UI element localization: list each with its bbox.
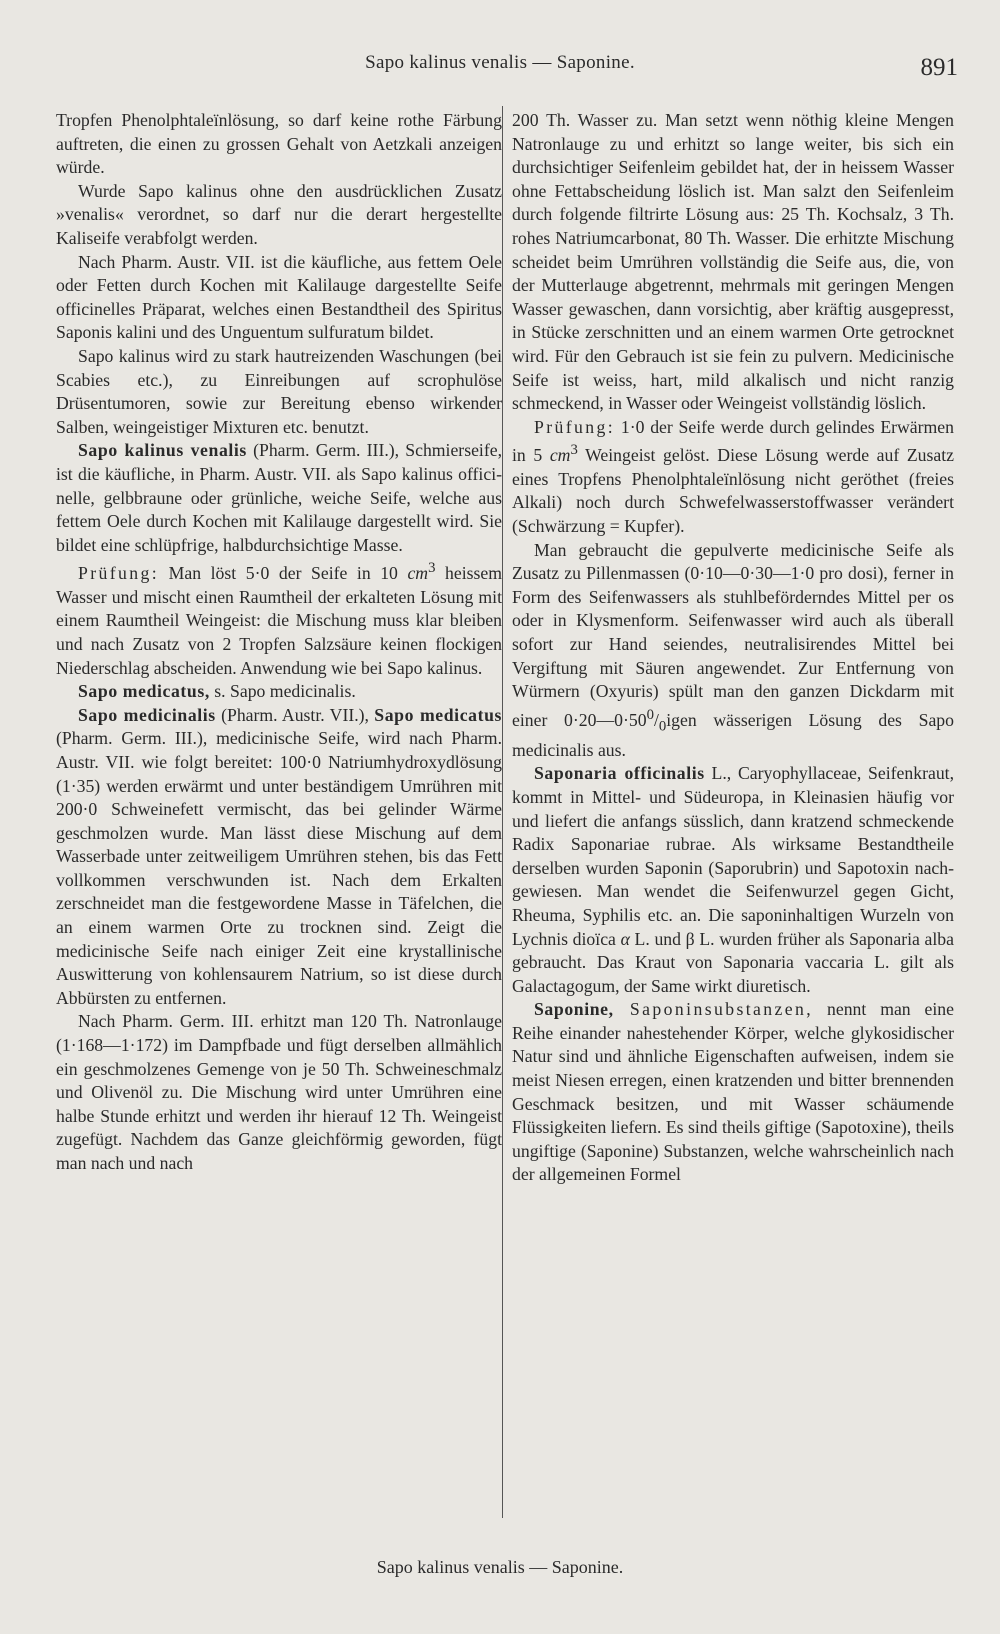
entry-spaced-term: Saponinsubstanzen,: [613, 999, 814, 1020]
entry-headword: Sapo kalinus venalis: [78, 440, 247, 461]
paragraph: Sapo kalinus wird zu stark hautreizenden Waschungen (bei Scabies etc.), zu Einreibungen auf scrophulöse Drüsentumoren, sowie zur Bereitung ebenso wirkender Salben, weingeistiger Mixturen etc. benutzt.: [56, 345, 502, 437]
paragraph-pruefung: Prüfung: 1·0 der Seife werde durch gelindes Erwärmen in 5 $cm^3$ Weingeist gelöst. Diese Lösung werde auf Zusatz eines Tropfens Phenolphtaleïnlösung nicht geröthet (freies Alkali) noch durch Schwefelwasserstoffwasser verändert (Schwärzung = Kupfer).: [512, 416, 954, 536]
entry-text: (Pharm. Germ. III.), Schmierseife, ist die käufliche, in Pharm. Austr. VII. als Sapo kalinus officinelle, gelbbraune oder grünliche, weiche Seife, welche aus fettem Oele durch Kochen mit Kalilauge dargestellt wird. Sie bildet eine schlüpfrige, halbdurchsichtige Masse.: [56, 440, 503, 555]
entry-sapo-kalinus-venalis: [56, 439, 502, 557]
pruefung-label: Prüfung:: [78, 563, 160, 584]
unit: cm: [549, 445, 571, 466]
paragraph: Nach Pharm. Germ. III. erhitzt man 120 Th. Natronlauge (1·168—1·172) im Dampfbade und fügt derselben allmählich ein geschmolzenes Gemenge von je 50 Th. Schweineschmalz und Olivenöl zu. Die Mischung wird unter Umrühren eine halbe Stunde erhitzt und werden ihr hierauf 12 Th. Weingeist zugefügt. Nachdem das Ganze gleichförmig geworden, fügt man nach und nach: [56, 1011, 502, 1174]
entry-headword: Saponine,: [534, 999, 614, 1020]
page-number: 891: [920, 54, 958, 81]
entry-sapo-medicatus: [56, 680, 502, 704]
paragraph-pruefung: Prüfung: Man löst 5·0 der Seife in 10 $cm^3$ heissem Wasser und mischt einen Raumtheil der erkalteten Lösung mit einem Raumtheil Weingeist: die Mischung muss klar bleiben und nach Zusatz von 2 Tropfen Salzsäure keinen flockigen Niederschlag abscheiden. Anwendung wie bei Sapo kalinus.: [56, 560, 502, 678]
paragraph: Nach Pharm. Austr. VII. ist die käufliche, aus fettem Oele oder Fetten durch Kochen mit Kalilauge dargestellte Seife officinelles Präparat, welches einen Bestandtheil des Spiritus Saponis kalini und des Unguentum sulfuratum bildet.: [56, 251, 502, 343]
paragraph: Wurde Sapo kalinus ohne den ausdrücklichen Zusatz »venalis« verordnet, so darf nur die derart hergestellte Kaliseife verabfolgt werden.: [56, 180, 502, 248]
unit-exponent: 3: [428, 560, 436, 577]
unit: cm: [407, 563, 429, 584]
entry-sapo-medicinalis: Sapo medicinalis (Pharm. Austr. VII.), Sapo medicatus (Pharm. Germ. III.), medicinische Seife, wird nach Pharm. Austr. VII. wie folgt bereitet: 100·0 Natriumhydroxydlösung (1·35) werden erwärmt und unter beständigem Umrühren mit 200·0 Schweinefett vermischt, das bei gelinder Wärme geschmolzen wurde. Man lässt diese Mischung auf dem Wasserbade unter zeitweiligem Umrühren stehen, bis das Fett vollkommen verschwunden ist. Nach dem Erkalten zerschneidet man die festgewordene Masse in Täfelchen, die an einem warmen Orte zu trocknen sind. Zeigt die medicinische Seife nach einiger Zeit eine krystallinische Auswitterung von kohlensaurem Natrium, so ist diese durch Abbürsten zu entfernen.: [56, 704, 502, 1008]
entry-headword: Sapo medicinalis: [78, 704, 216, 725]
entry-saponaria-officinalis: Saponaria officinalis L., Caryophyllaceae, Seifenkraut, kommt in Mittel- und Südeuropa, in Kleinasien häufig vor und liefert die anfangs süsslich, dann kratzend schmeckende Radix Saponariae rubrae. Als wirksame Bestandtheile derselben wurden Saponin (Saporubrin) und Sapotoxin nachgewiesen. Man wendet die Seifenwurzel gegen Gicht, Rheuma, Syphilis etc. an. Die saponinhaltigen Wurzeln von Lychnis dioïca α L. und β L. wurden früher als Saponaria alba gebraucht. Das Kraut von Saponaria vaccaria L. gilt als Galactagogum, der Same wirkt diuretisch.: [512, 763, 954, 996]
running-title: Sapo kalinus venalis — Saponine.: [365, 52, 635, 73]
entry-headword: Sapo medicatus: [374, 704, 502, 725]
paragraph: 200 Th. Wasser zu. Man setzt wenn nöthig kleine Mengen Natronlauge zu und erhitzt so lange weiter, bis sich ein durchsichtiger Seifenleim gebildet hat, der in heissem Wasser ohne Fettabscheidung löslich ist. Man salzt den Seifenleim durch folgende filtrirte Lösung aus: 25 Th. Kochsalz, 3 Th. rohes Natriumcarbonat, 80 Th. Wasser. Die erhitzte Mischung scheidet beim Umrühren vollständig die Seife aus, die, von der Mutterlauge abgetrennt, mehrmals mit geringen Mengen Wasser gewaschen, dann vorsichtig, aber kräftig ausgepresst, in Stücke zerschnitten und an einem warmen Orte getrocknet wird. Für den Gebrauch ist sie fein zu pulvern. Medicinische Seife ist weiss, hart, mild alkalisch und nicht ranzig schmeckend, in Wasser oder Weingeist vollständig löslich.: [512, 110, 954, 414]
entry-headword: Sapo medicatus,: [78, 681, 210, 702]
column-divider: [502, 106, 503, 1518]
paragraph: Tropfen Phenolphtaleïnlösung, so darf keine rothe Färbung auftreten, die einen zu grossen Gehalt von Aetzkali anzeigen würde.: [56, 110, 502, 178]
right-column: [512, 109, 954, 1187]
pruefung-label: Prüfung:: [534, 416, 616, 437]
entry-headword: Saponaria officinalis: [534, 763, 705, 784]
footer-signature-line: Sapo kalinus venalis — Saponine.: [376, 1557, 624, 1577]
unit-exponent: 3: [570, 442, 578, 459]
paragraph: Man gebraucht die gepulverte medicinische Seife als Zusatz zu Pillenmassen (0·10—0·30—1·0 pro dosi), ferner in Form des Seifenwassers als stuhlbeförderndes Mittel per os oder in Klysmenform. Seifenwasser wird auch als überall sofort zur Hand seiendes, neutralisirendes Mittel bei Vergiftung mit Säuren angewendet. Zur Entfernung von Würmern (Oxyuris) spült man den ganzen Dickdarm mit einer $0\cdot 20—0\cdot 50^0/_0igen$ wässerigen Lösung des Sapo medicinalis aus.: [512, 539, 954, 760]
entry-saponine: Saponine, Saponinsubstanzen, nennt man eine Reihe einander nahestehender Körper, welche glykosidischer Natur sind und ähnliche Eigenschaften aufweisen, indem sie meist Niesen erregen, einen kratzenden und bitter brennenden Geschmack besitzen, und mit Wasser schäumende Flüssigkeiten liefern. Es sind theils giftige (Sapotoxine), theils ungiftige (Saponine) Substanzen, welche wahrscheinlich nach der allgemeinen Formel: [512, 999, 954, 1185]
entry-text: s. Sapo medicinalis.: [209, 681, 356, 702]
left-column: [56, 109, 502, 1176]
